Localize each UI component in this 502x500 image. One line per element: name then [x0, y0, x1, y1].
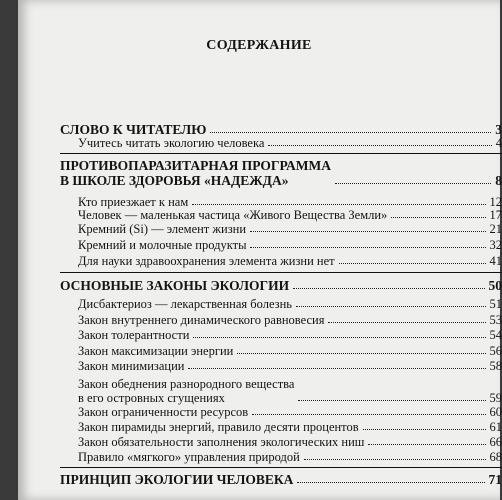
- item-title: Учитесь читать экологию человека: [78, 136, 265, 150]
- page-number: 41: [489, 254, 502, 268]
- toc-item[interactable]: [78, 377, 502, 405]
- leader-dots: [268, 145, 491, 146]
- section-divider: [60, 153, 502, 154]
- leader-dots: [328, 322, 485, 323]
- page-number: 3: [495, 122, 502, 137]
- leader-dots: [192, 204, 485, 205]
- leader-dots: [297, 482, 484, 483]
- item-title: Закон максимизации энергии: [78, 344, 234, 358]
- toc-section-4[interactable]: [60, 472, 502, 487]
- leader-dots: [252, 414, 485, 415]
- leader-dots: [298, 400, 485, 401]
- page-number: 60: [489, 405, 502, 419]
- toc-item[interactable]: [78, 297, 502, 311]
- page-number: 71: [488, 472, 502, 487]
- page-number: 17: [489, 208, 502, 222]
- page-number: 32: [489, 238, 502, 252]
- page-number: 58: [489, 359, 502, 373]
- toc-section-2[interactable]: [60, 158, 502, 188]
- section-title: ПРОТИВОПАРАЗИТАРНАЯ ПРОГРАММА В ШКОЛЕ ЗДОРОВЬЯ «НАДЕЖДА»: [60, 158, 331, 188]
- toc-section-1[interactable]: [60, 122, 502, 137]
- item-title: Закон минимизации: [78, 359, 185, 373]
- toc-item[interactable]: [78, 136, 502, 150]
- leader-dots: [250, 247, 485, 248]
- toc-item[interactable]: [78, 313, 502, 327]
- item-title: Правило «мягкого» управления природой: [78, 450, 300, 464]
- page-number: 50: [488, 278, 502, 293]
- page-number: 61: [489, 420, 502, 434]
- page-number: 68: [489, 450, 502, 464]
- page-number: 66: [489, 435, 502, 449]
- leader-dots: [296, 306, 486, 307]
- page-number: 51: [489, 297, 502, 311]
- page-number: 4: [495, 136, 502, 150]
- item-title: Закон ограниченности ресурсов: [78, 405, 249, 419]
- toc-item[interactable]: [78, 435, 502, 449]
- item-title: Дисбактериоз — лекарственная болезнь: [78, 297, 292, 311]
- item-title: Кто приезжает к нам: [78, 195, 189, 209]
- page-number: 8: [495, 173, 502, 188]
- toc-item[interactable]: [78, 344, 502, 358]
- section-title: ПРИНЦИП ЭКОЛОГИИ ЧЕЛОВЕКА: [60, 472, 294, 487]
- leader-dots: [193, 337, 485, 338]
- leader-dots: [391, 217, 485, 218]
- page-number: 54: [489, 328, 502, 342]
- leader-dots: [188, 368, 485, 369]
- toc-item[interactable]: [78, 208, 502, 222]
- page-number: 53: [489, 313, 502, 327]
- page-number: 56: [489, 344, 502, 358]
- leader-dots: [335, 183, 491, 184]
- item-title: Кремний и молочные продукты: [78, 238, 247, 252]
- book-page: [18, 0, 500, 500]
- page-number: 21: [489, 222, 502, 236]
- toc-item[interactable]: [78, 450, 502, 464]
- section-divider: [60, 272, 502, 273]
- item-title: Кремний (Si) — элемент жизни: [78, 222, 247, 236]
- leader-dots: [293, 288, 484, 289]
- toc-item[interactable]: [78, 328, 502, 342]
- toc-item[interactable]: [78, 254, 502, 268]
- item-title: Закон внутреннего динамического равновесия: [78, 313, 325, 327]
- toc-item[interactable]: [78, 405, 502, 419]
- toc-item[interactable]: [78, 222, 502, 236]
- page-number: 59: [489, 391, 502, 405]
- leader-dots: [368, 444, 485, 445]
- leader-dots: [363, 429, 486, 430]
- page-number: 12: [489, 195, 502, 209]
- toc-item[interactable]: [78, 238, 502, 252]
- leader-dots: [210, 132, 491, 133]
- toc-item[interactable]: [78, 195, 502, 209]
- leader-dots: [339, 263, 486, 264]
- toc-title: СОДЕРЖАНИЕ: [206, 38, 312, 53]
- item-title: Закон пирамиды энергий, правило десяти процентов: [78, 420, 359, 434]
- leader-dots: [250, 231, 485, 232]
- leader-dots: [304, 459, 486, 460]
- section-divider: [60, 467, 502, 468]
- item-title: Для науки здравоохранения элемента жизни нет: [78, 254, 335, 268]
- item-title: Закон обязательности заполнения экологических ниш: [78, 435, 365, 449]
- toc-section-3[interactable]: [60, 278, 502, 293]
- item-title: Закон толерантности: [78, 328, 190, 342]
- item-title: Закон обеднения разнородного вещества в его островных сгущениях: [78, 377, 295, 405]
- item-title: Человек — маленькая частица «Живого Вещества Земли»: [78, 208, 388, 222]
- toc-item[interactable]: [78, 420, 502, 434]
- toc-item[interactable]: [78, 359, 502, 373]
- section-title: ОСНОВНЫЕ ЗАКОНЫ ЭКОЛОГИИ: [60, 278, 290, 293]
- leader-dots: [237, 353, 485, 354]
- section-title: СЛОВО К ЧИТАТЕЛЮ: [60, 122, 207, 137]
